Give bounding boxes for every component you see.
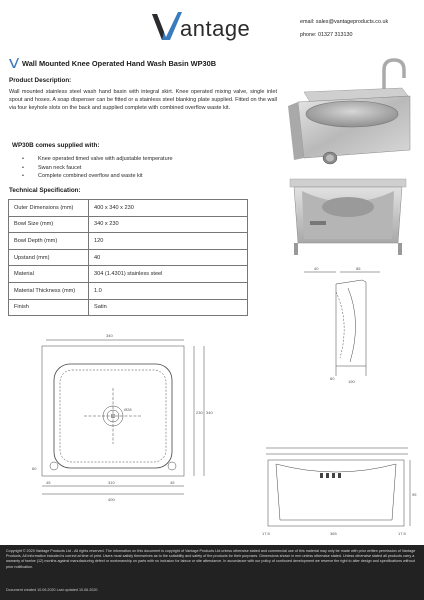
dim-front-total-width: 400 — [108, 497, 115, 502]
spec-value: 304 (1.4301) stainless steel — [89, 266, 248, 283]
phone-label: phone: — [300, 32, 317, 38]
description-heading: Product Description: — [9, 77, 72, 84]
product-title-row — [8, 57, 288, 69]
list-item: • Swan neck faucet — [22, 164, 173, 173]
table-row — [9, 282, 248, 299]
dim-front-top-width: 340 — [106, 333, 113, 338]
spec-label: Bowl Depth (mm) — [9, 233, 89, 250]
spec-label: Bowl Size (mm) — [9, 216, 89, 233]
footer — [0, 545, 424, 600]
spec-table — [8, 199, 248, 316]
spec-value: 340 x 230 — [89, 216, 248, 233]
dim-front-left: 60 — [32, 466, 37, 471]
table-row — [9, 216, 248, 233]
footer-document-dates: Document created 10.06.2020 Last updated 10.06.2020 — [6, 588, 98, 592]
description-text: Wall mounted stainless steel wash hand basin with integral skirt. Knee operated mixing valve, single inlet spout and hoses. A soap dispenser can be fitted or a stainless steel blanking plate supplied. Fitted on the wall via four keyhole slots on the back and supplied complete with combined overflow waste kit. — [9, 89, 277, 112]
spec-label: Finish — [9, 299, 89, 316]
dim-side-top: 40 — [314, 266, 319, 271]
table-row — [9, 233, 248, 250]
dim-rear-middle: 365 — [330, 531, 337, 536]
dim-front-height-total: 340 — [206, 410, 213, 415]
brand-logo — [150, 10, 280, 44]
dim-side-top-right: 85 — [356, 266, 361, 271]
table-row — [9, 266, 248, 283]
brand-name: antage — [180, 16, 251, 41]
spec-value: 40 — [89, 249, 248, 266]
spec-heading: Technical Specification: — [9, 187, 81, 194]
spec-value: Satin — [89, 299, 248, 316]
contact-phone-line — [300, 29, 388, 42]
list-item: • Knee operated timed valve with adjustable temperature — [22, 155, 173, 164]
table-row — [9, 249, 248, 266]
contact-email-line — [300, 16, 388, 29]
list-item: • Complete combined overflow and waste kit — [22, 172, 173, 181]
supplied-heading: WP30B comes supplied with: — [12, 142, 100, 149]
table-row — [9, 299, 248, 316]
dim-rear-height: 95 — [412, 492, 417, 497]
product-photo-underside — [288, 173, 408, 257]
dim-front-side-left: 45 — [46, 480, 51, 485]
spec-value: 400 x 340 x 230 — [89, 200, 248, 217]
product-title: Wall Mounted Knee Operated Hand Wash Basin WP30B — [22, 59, 217, 68]
email-label: email: — [300, 19, 315, 25]
front-elevation-drawing — [12, 326, 260, 514]
dim-side-bottom-b: 190 — [348, 379, 355, 384]
v-mark-icon — [8, 57, 20, 69]
dim-front-height-inner: 230 — [196, 410, 203, 415]
table-row — [9, 200, 248, 217]
dim-front-bowl-width: 310 — [108, 480, 115, 485]
spec-value: 1.0 — [89, 282, 248, 299]
spec-label: Material Thickness (mm) — [9, 282, 89, 299]
phone-number[interactable]: 01327 313130 — [318, 32, 353, 38]
spec-label: Material — [9, 266, 89, 283]
side-elevation-drawing — [300, 262, 410, 384]
supplied-list — [22, 155, 173, 181]
email-link[interactable]: sales@vantageproducts.co.uk — [315, 19, 389, 25]
product-photo-basin — [284, 58, 416, 170]
contact-block — [300, 16, 388, 42]
dim-front-hole: Ø28 — [124, 407, 132, 412]
spec-label: Upstand (mm) — [9, 249, 89, 266]
dim-front-side-right: 45 — [170, 480, 175, 485]
dim-side-bottom-a: 60 — [330, 376, 335, 381]
footer-legal-text: Copyright © 2020 Vantage Products Ltd - All rights reserved. The information on this document is copyright of Vantage Products Ltd unless otherwise stated and commercial use of this material may only be made with prior written permission of Vantage Products. All information included is correct at time of print. Users must satisfy themselves as to the suitability and safety of the products for their purposes. Dimensions shown in mm unless otherwise stated. Unless otherwise stated all products carry a warranty of twelve (12) months against manufacturing defect or workmanship on parts with no inclusion for labour or site attendance. In accordance with our policy of continued development we reserve the right to alter design and specifications without prior notification. — [6, 549, 416, 569]
spec-label: Outer Dimensions (mm) — [9, 200, 89, 217]
vantage-v-logo-icon — [150, 10, 184, 44]
spec-value: 120 — [89, 233, 248, 250]
rear-view-drawing — [262, 440, 418, 540]
dim-rear-left: 17.5 — [262, 531, 270, 536]
dim-rear-right: 17.5 — [398, 531, 406, 536]
